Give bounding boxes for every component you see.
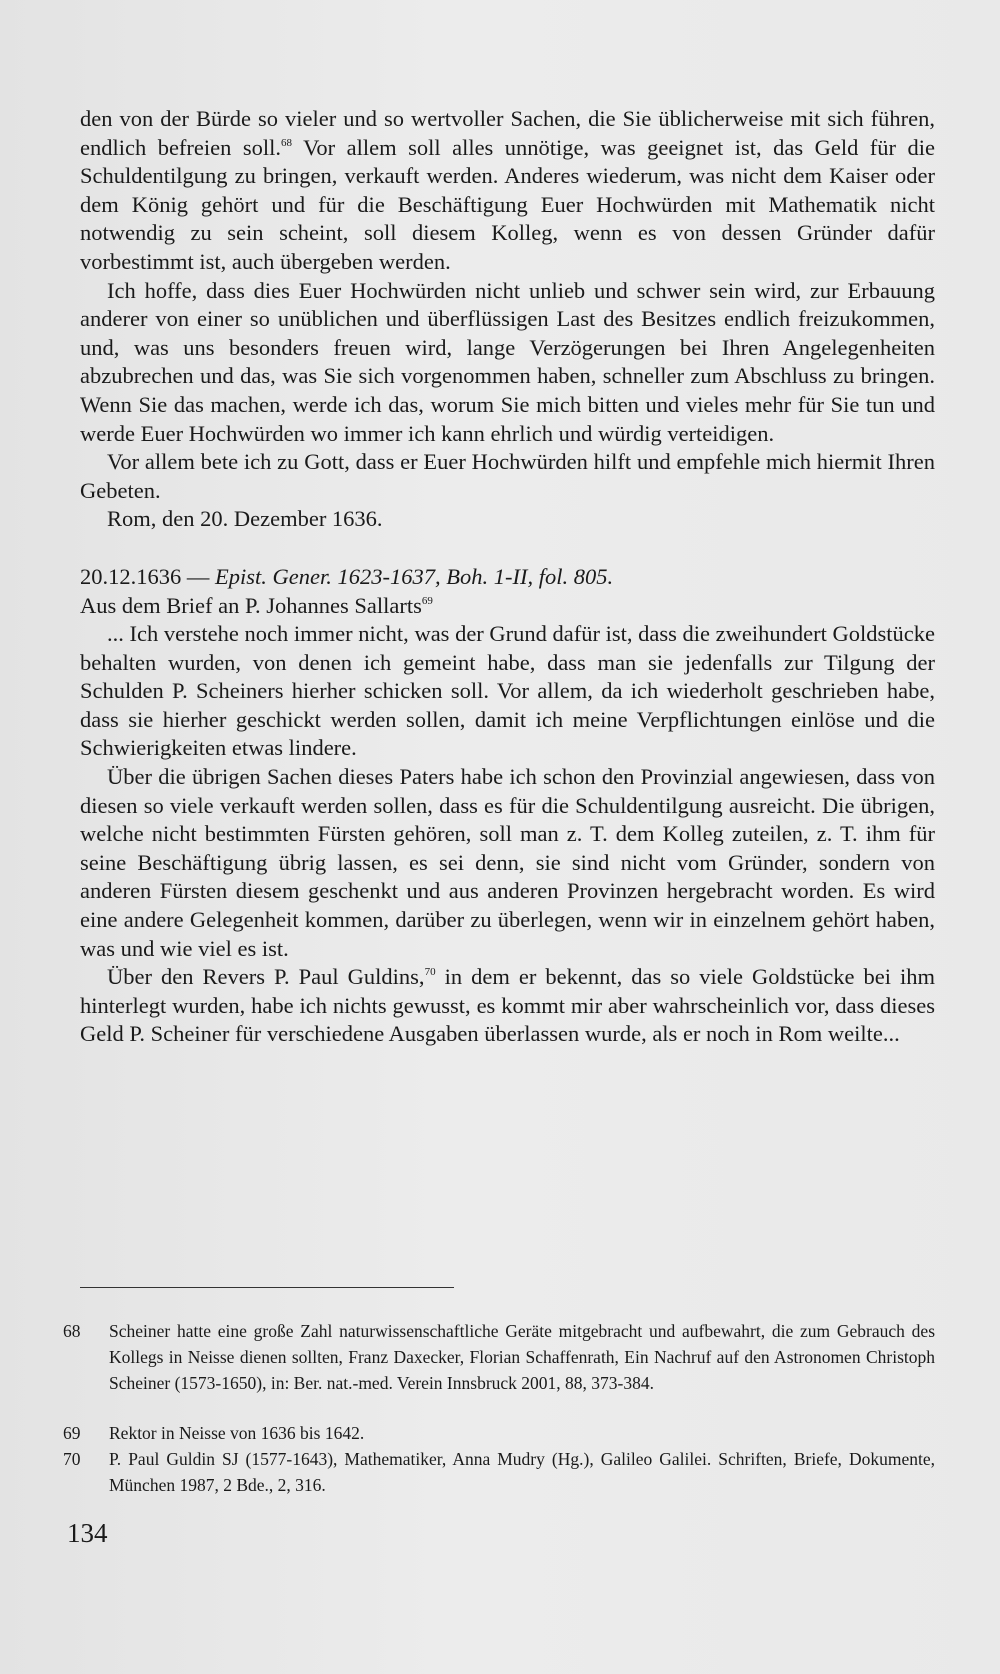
- text-run: Aus dem Brief an P. Johannes Sallarts: [80, 592, 422, 618]
- footnote-number: 69: [63, 1423, 81, 1443]
- page-number: 134: [67, 1518, 108, 1548]
- dateline: Rom, den 20. Dezember 1636.: [107, 506, 383, 532]
- paragraph: ... Ich verstehe noch immer nicht, was der Grund dafür ist, dass die zweihundert Goldstücke behalten wurden, von denen ich gemeint habe, dass man sie jedenfalls zur Tilgung der Schulden P. Scheiners hierher schicken soll. Vor allem, da ich wiederholt geschrieben habe, dass sie hierher geschickt werden sollen, damit ich meine Verpflichtungen einlöse und die Schwierigkeiten etwas lindere.: [80, 621, 935, 761]
- footnote-text: Rektor in Neisse von 1636 bis 1642.: [109, 1423, 365, 1443]
- text-run: Über den Revers P. Paul Guldins,: [107, 964, 425, 990]
- letter-heading: [80, 563, 935, 592]
- text-run: den von der Bürde so vieler und so wertvoller Sachen, die Sie üblicherweise mit sich führen, endlich befreien soll.: [80, 106, 935, 160]
- footnote-text: P. Paul Guldin SJ (1577-1643), Mathematiker, Anna Mudry (Hg.), Galileo Galilei. Schriften, Briefe, Dokumente, München 1987, 2 Bde., 2, 316.: [109, 1449, 935, 1495]
- main-text: [80, 105, 935, 1049]
- footnote-ref-69[interactable]: 69: [421, 594, 433, 607]
- footnote-ref-68[interactable]: 68: [281, 136, 293, 149]
- paragraph: Vor allem bete ich zu Gott, dass er Euer Hochwürden hilft und empfehle mich hiermit Ihren Gebeten.: [80, 449, 935, 503]
- text-run: Vor allem soll alles unnötige, was geeignet ist, das Geld für die Schuldentilgung zu bringen, verkauft werden. Anderes wiederum, was nicht dem Kaiser oder dem König gehört und für die Beschäftigung Euer Hochwürden mit Mathematik nicht notwendig zu sein scheint, soll diesem Kolleg, wenn es von dessen Gründer dafür vorbestimmt ist, auch übergeben werden.: [80, 134, 935, 274]
- footnote-divider: [80, 1287, 454, 1288]
- spacer: [80, 534, 935, 563]
- footnote-70: [63, 1446, 935, 1498]
- paragraph: [80, 963, 935, 1049]
- footnote-ref-70[interactable]: 70: [424, 966, 436, 979]
- footnote-68: [63, 1318, 935, 1396]
- letter-recipient: [80, 592, 935, 621]
- paragraph: [80, 105, 935, 277]
- footnote-text: Scheiner hatte eine große Zahl naturwissenschaftliche Geräte mitgebracht und aufbewahrt, die zum Gebrauch des Kollegs in Neisse dienen sollten, Franz Daxecker, Florian Schaffenrath, Ein Nachruf auf den Astronomen Christoph Scheiner (1573-1650), in: Ber. nat.-med. Verein Innsbruck 2001, 88, 373-384.: [109, 1321, 935, 1393]
- footnote-number: 70: [63, 1449, 81, 1469]
- letter-source: Epist. Gener. 1623-1637, Boh. 1-II, fol. 805.: [215, 563, 614, 589]
- paragraph: Über die übrigen Sachen dieses Paters habe ich schon den Provinzial angewiesen, dass von diesen so viele verkauft werden sollen, dass es für die Schuldentilgung ausreicht. Die übrigen, welche nicht bestimmten Fürsten gehören, soll man z. T. dem Kolleg zuteilen, z. T. ihm für seine Beschäftigung übrig lassen, es sei denn, sie sind nicht vom Gründer, sondern von anderen Fürsten diesem geschenkt und aus anderen Provinzen hergebracht worden. Es wird eine andere Gelegenheit kommen, darüber zu überlegen, wenn wir in einzelnem gehört haben, was und wie viel es ist.: [80, 764, 935, 961]
- footnote-number: 68: [63, 1321, 81, 1341]
- text-run: in dem er bekennt, das so viele Goldstücke bei ihm hinterlegt wurden, habe ich nichts gewusst, es kommt mir aber wahrscheinlich vor, dass dieses Geld P. Scheiner für verschiedene Ausgaben überlassen wurde, als er noch in Rom weilte...: [80, 964, 935, 1047]
- letter-date: 20.12.1636 —: [80, 563, 215, 589]
- footnote-69: [63, 1420, 935, 1446]
- paragraph: Ich hoffe, dass dies Euer Hochwürden nicht unlieb und schwer sein wird, zur Erbauung anderer von einer so unüblichen und überflüssigen Last des Besitzes endlich freizukommen, und, was uns besonders freuen wird, lange Verzögerungen bei Ihren Angelegenheiten abzubrechen und das, was Sie sich vorgenommen haben, schneller zum Abschluss zu bringen. Wenn Sie das machen, werde ich das, worum Sie mich bitten und vieles mehr für Sie tun und werde Euer Hochwürden wo immer ich kann ehrlich und würdig verteidigen.: [80, 277, 935, 446]
